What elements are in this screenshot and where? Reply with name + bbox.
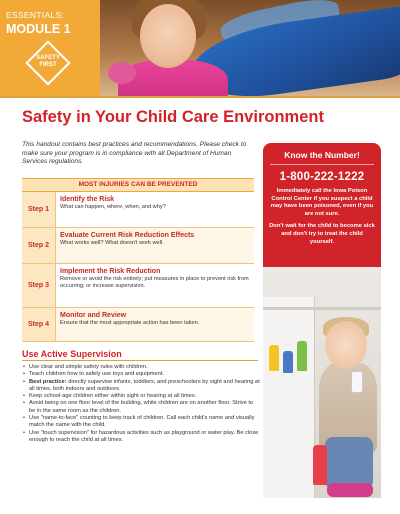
toddler-shoes: [327, 483, 373, 497]
badge-line-1: SAFETY: [36, 55, 60, 61]
step-body: [56, 192, 254, 227]
list-item: • Keep school-age children either within sight or hearing at all times.: [22, 393, 260, 400]
supervision-title: Use Active Supervision: [22, 349, 122, 359]
step-row: [22, 264, 254, 308]
step-title: Evaluate Current Risk Reduction Effects: [60, 232, 195, 239]
shelf: [263, 307, 381, 310]
step-title: Identify the Risk: [60, 196, 115, 203]
list-item: • Use "touch supervision" for hazardous activities such as playground or water play. Be close enough to reach the child at all times.: [22, 430, 260, 445]
spray-bottle: [313, 445, 327, 485]
step-row: [22, 228, 254, 264]
child-face: [140, 4, 196, 68]
header-divider: [0, 96, 400, 98]
module-badge-panel: [0, 0, 100, 96]
cleaning-bottle: [283, 351, 293, 373]
step-desc: What can happen, where, when, and why?: [60, 204, 166, 210]
step-label: Step 4: [22, 308, 56, 341]
step-desc: Remove or avoid the risk entirely; put measures in place to prevent risk from occurring; or increase supervision.: [60, 276, 249, 290]
injuries-heading: MOST INJURIES CAN BE PREVENTED: [22, 178, 254, 192]
step-desc: What works well? What doesn't work well.: [60, 240, 164, 246]
child-shoe: [108, 62, 136, 84]
know-title: Know the Number!: [284, 150, 360, 160]
list-item: • Avoid being on one floor level of the building, while children are on another floor. Strive to be in the same room as the children.: [22, 400, 260, 415]
step-body: [56, 228, 254, 263]
step-body: [56, 264, 254, 307]
step-desc: Ensure that the most appropriate action has been taken.: [60, 320, 200, 326]
step-row: [22, 192, 254, 228]
step-label: Step 2: [22, 228, 56, 263]
badge-line-2: FIRST: [39, 62, 57, 68]
poison-control-warning: Don't wait for the child to become sick and don't try to treat the child yourself.: [269, 223, 375, 245]
cleaning-bottle: [269, 345, 279, 371]
safety-first-badge-text: [26, 55, 70, 69]
poison-control-phone: 1-800-222-1222: [279, 171, 365, 183]
list-item: • Best practice: directly supervise infants, toddlers, and preschoolers by sight and hearing at all times, both indoors and outdoors.: [22, 379, 260, 394]
know-rule: [270, 164, 374, 165]
toddler-photo: [263, 267, 381, 498]
page-title: Safety in Your Child Care Environment: [22, 108, 324, 126]
cabinet: [263, 297, 315, 498]
list-item: • Use "name-to-face" counting to keep track of children. Call each child's name and visually match the name with the child.: [22, 415, 260, 430]
poison-control-instructions: Immediately call the Iowa Poison Control Center if you suspect a child may have been poisoned, even if you are not sure.: [270, 188, 374, 217]
bottle-in-hand: [351, 371, 363, 393]
injuries-table: [22, 178, 254, 344]
poison-control-panel: [263, 143, 381, 267]
supervision-rule: [22, 360, 258, 361]
toddler-jeans: [325, 437, 373, 489]
step-row: [22, 308, 254, 342]
list-item: • Teach children how to safely use toys and equipment.: [22, 371, 260, 378]
supervision-list: [22, 364, 260, 444]
module-label: MODULE 1: [6, 22, 71, 36]
step-label: Step 1: [22, 192, 56, 227]
list-item: • Use clear and simple safety rules with children.: [22, 364, 260, 371]
essentials-label: ESSENTIALS:: [6, 10, 65, 20]
step-body: [56, 308, 254, 341]
toddler-face: [325, 321, 367, 369]
step-title: Implement the Risk Reduction: [60, 268, 161, 275]
step-title: Monitor and Review: [60, 312, 127, 319]
step-label: Step 3: [22, 264, 56, 307]
intro-text: This handout contains best practices and recommendations. Please check to make sure your program is in compliance with all Department of Human Services regulations.: [22, 141, 247, 166]
cleaning-bottle: [297, 341, 307, 371]
